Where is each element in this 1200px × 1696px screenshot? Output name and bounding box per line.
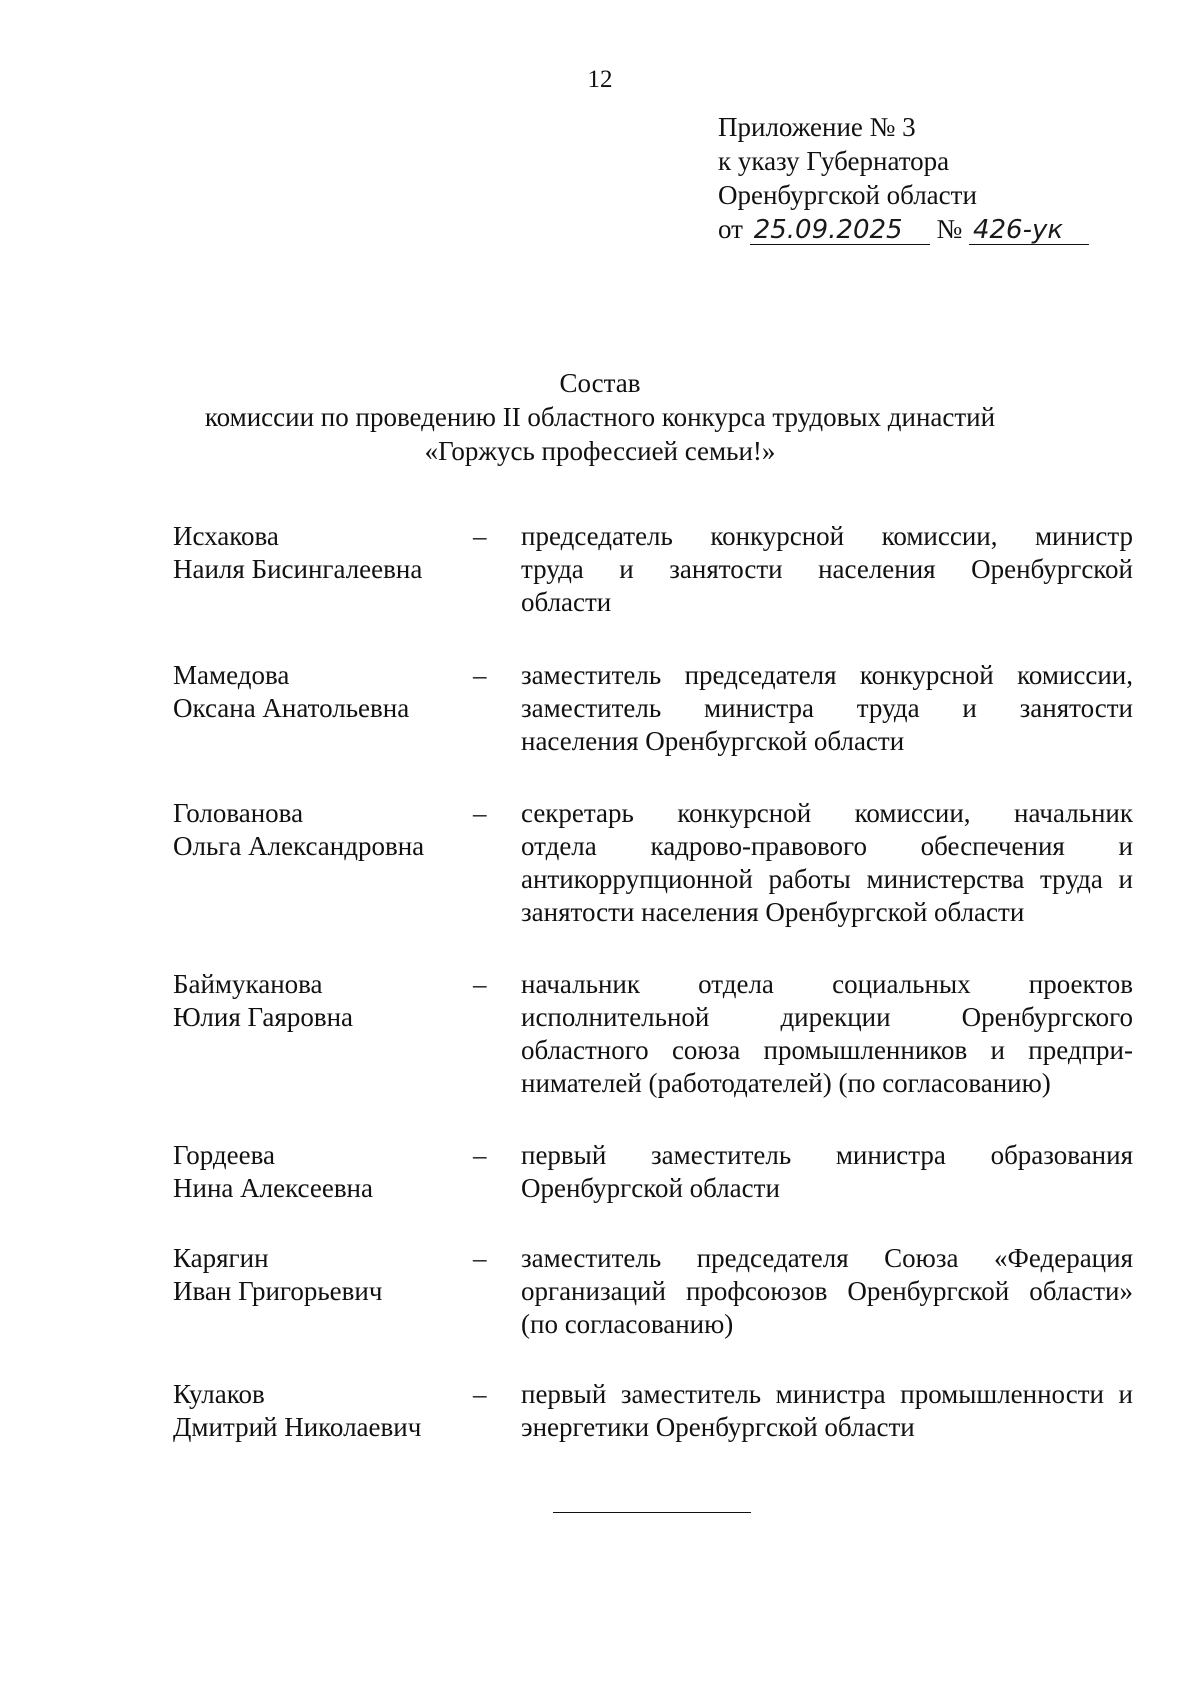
- member-role-line: области: [521, 587, 612, 617]
- title-subheading: комиссии по проведению II областного конкурса трудовых династий: [204, 402, 996, 432]
- member-row: [173, 1139, 1133, 1205]
- member-surname: Карягин: [173, 1243, 269, 1273]
- member-dash: –: [473, 660, 487, 690]
- member-row: [173, 1242, 1133, 1341]
- member-name: [173, 659, 473, 758]
- commission-members-list: [173, 520, 1133, 1444]
- member-role-line: энергетики Оренбургской области: [521, 1412, 915, 1442]
- member-name: [173, 520, 473, 619]
- member-role-line: первый заместитель министра промышленности и: [521, 1379, 1133, 1409]
- member-dash: –: [473, 798, 487, 828]
- member-role-line: начальник отдела социальных проектов: [521, 969, 1133, 999]
- member-role-line: заместитель министра труда и занятости: [521, 693, 1133, 723]
- member-role-line: организаций профсоюзов Оренбургской области»: [521, 1276, 1133, 1306]
- member-name: [173, 797, 473, 929]
- member-dash: –: [473, 521, 487, 551]
- member-given-names: Оксана Анатольевна: [173, 693, 410, 723]
- member-dash: –: [473, 1243, 487, 1273]
- member-role-line: первый заместитель министра образования: [521, 1140, 1133, 1170]
- member-given-names: Юлия Гаяровна: [173, 1002, 354, 1032]
- member-role-line: Оренбургской области: [521, 1173, 780, 1203]
- member-dash: –: [473, 969, 487, 999]
- member-role-line: (по согласованию): [521, 1309, 734, 1339]
- member-row: [173, 968, 1133, 1100]
- appendix-title: Приложение № 3: [718, 112, 916, 142]
- title-contest-name: «Горжусь профессией семьи!»: [424, 436, 776, 466]
- number-sign: №: [936, 214, 963, 244]
- member-role-line: занятости населения Оренбургской области: [521, 897, 1025, 927]
- member-name: [173, 968, 473, 1100]
- member-role-line: труда и занятости населения Оренбургской: [521, 554, 1133, 584]
- member-role: [521, 520, 1133, 619]
- member-role-line: населения Оренбургской области: [521, 726, 905, 756]
- member-dash: –: [473, 1140, 487, 1170]
- member-surname: Гордеева: [173, 1140, 275, 1170]
- member-role-line: председатель конкурсной комиссии, министр: [521, 521, 1133, 551]
- member-role: [521, 797, 1133, 929]
- member-name: [173, 1139, 473, 1205]
- member-surname: Голованова: [173, 798, 304, 828]
- member-role-line: областного союза промышленников и предпри-: [521, 1035, 1133, 1065]
- member-surname: Исхакова: [173, 521, 279, 551]
- appendix-header: [718, 110, 1089, 246]
- member-role-line: заместитель председателя Союза «Федерация: [521, 1243, 1133, 1273]
- handwritten-number: 426-ук: [969, 216, 1089, 245]
- appendix-decree-reference: к указу Губернатора: [718, 146, 950, 176]
- member-role: [521, 968, 1133, 1100]
- member-dash: –: [473, 1379, 487, 1409]
- member-role-line: антикоррупционной работы министерства труда и: [521, 864, 1133, 894]
- member-name: [173, 1378, 473, 1444]
- member-surname: Мамедова: [173, 660, 290, 690]
- member-name: [173, 1242, 473, 1341]
- member-role: [521, 1139, 1133, 1205]
- appendix-region: Оренбургской области: [718, 180, 977, 210]
- member-role-line: заместитель председателя конкурсной комиссии,: [521, 660, 1133, 690]
- member-role-line: нимателей (работодателей) (по согласованию): [521, 1068, 1051, 1098]
- appendix-date-number-line: [718, 212, 1089, 246]
- member-row: [173, 797, 1133, 929]
- title-heading: Состав: [559, 368, 641, 398]
- member-row: [173, 520, 1133, 619]
- member-role: [521, 659, 1133, 758]
- document-title: [0, 366, 1200, 468]
- member-role-line: секретарь конкурсной комиссии, начальник: [521, 798, 1133, 828]
- page-number: 12: [587, 66, 613, 93]
- date-prefix: от: [718, 214, 743, 244]
- closing-rule: [553, 1512, 751, 1513]
- member-given-names: Наиля Бисингалеевна: [173, 554, 423, 584]
- member-role-line: исполнительной дирекции Оренбургского: [521, 1002, 1133, 1032]
- handwritten-date: 25.09.2025: [750, 216, 930, 245]
- member-given-names: Иван Григорьевич: [173, 1276, 383, 1306]
- member-surname: Кулаков: [173, 1379, 265, 1409]
- member-role: [521, 1242, 1133, 1341]
- member-role: [521, 1378, 1133, 1444]
- member-given-names: Дмитрий Николаевич: [173, 1412, 422, 1442]
- member-row: [173, 1378, 1133, 1444]
- member-row: [173, 659, 1133, 758]
- member-given-names: Нина Алексеевна: [173, 1173, 373, 1203]
- member-given-names: Ольга Александровна: [173, 831, 425, 861]
- member-role-line: отдела кадрово-правового обеспечения и: [521, 831, 1133, 861]
- member-surname: Баймуканова: [173, 969, 323, 999]
